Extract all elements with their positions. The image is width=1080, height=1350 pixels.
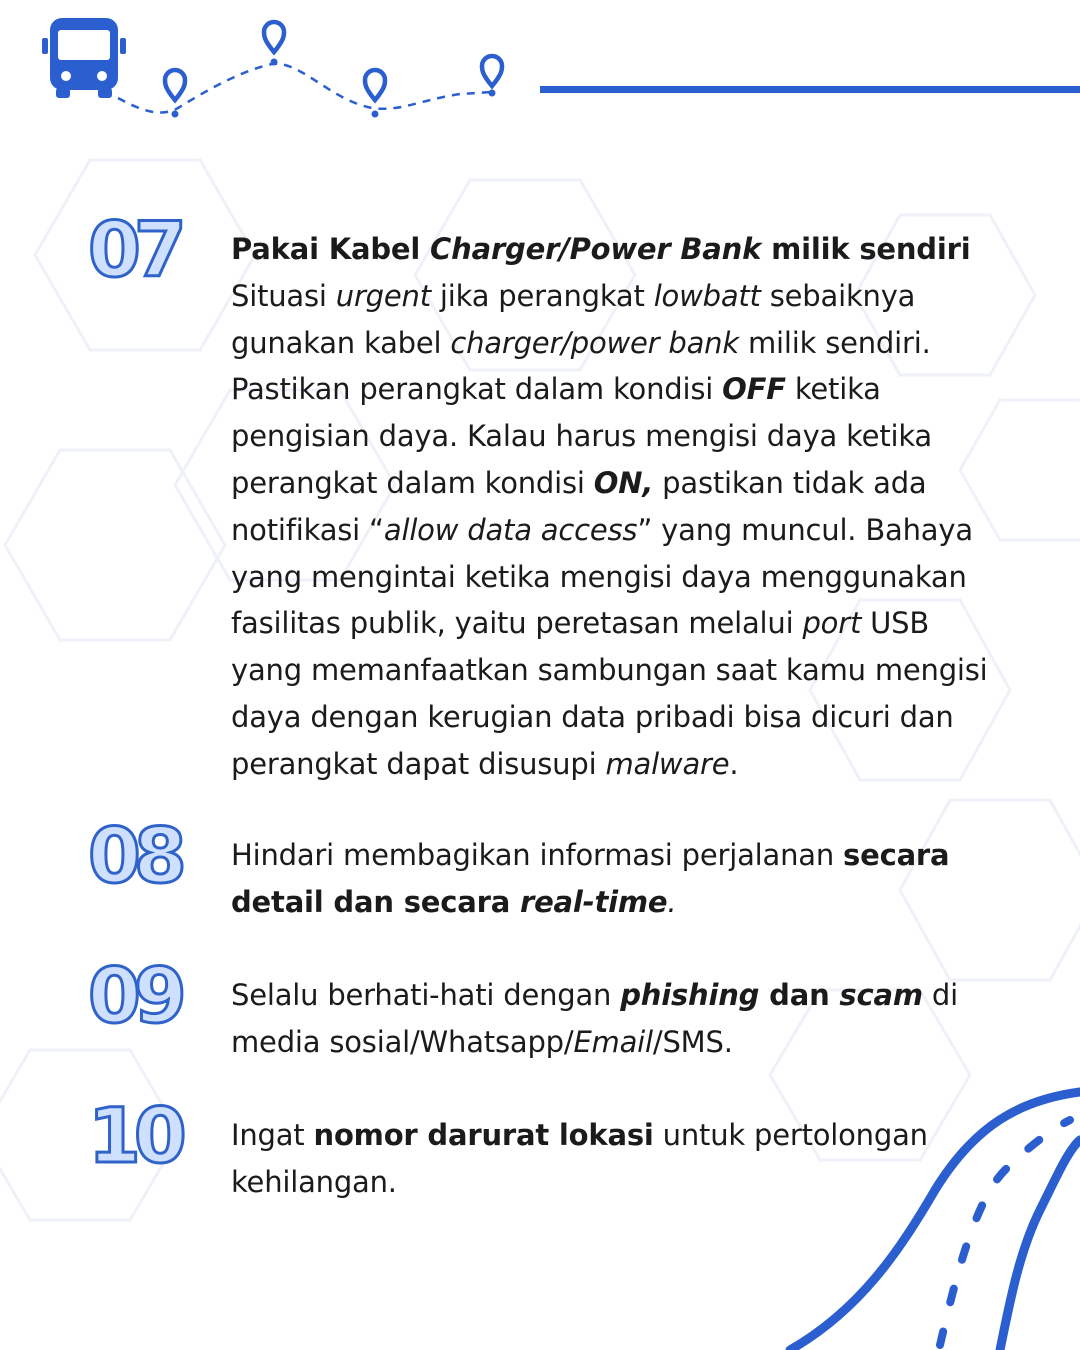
text-run: allow data access [383,512,638,547]
tip-number: 09 [88,951,180,1040]
text-run: . [667,884,677,919]
text-run: ON, [593,465,654,500]
text-run: charger/power bank [450,325,739,360]
text-run: Situasi [231,278,336,313]
text-run: . [729,746,739,781]
text-run: Ingat [231,1118,314,1152]
text-run: Pakai Kabel [231,232,431,266]
text-run: /SMS. [652,1024,733,1059]
text-run: untuk pertolongan kehilangan. [231,1118,928,1199]
text-run: OFF [722,372,786,407]
tip-number: 10 [88,1091,180,1180]
text-run: jika perangkat [430,278,654,313]
text-run: Selalu berhati-hati dengan [231,978,621,1012]
text-run: sebaiknya gunakan kabel [231,278,916,360]
text-run: real-time [519,884,668,919]
text-run: milik sendiri. Pastikan perangkat dalam kondisi [231,325,931,407]
text-run: milik sendiri [761,232,971,266]
tip-number: 08 [88,811,180,900]
text-run: phishing [620,978,760,1012]
text-run: port [802,606,862,641]
text-run: scam [839,978,923,1012]
text-run: lowbatt [653,278,761,313]
text-run: Email [573,1024,653,1059]
text-run: Hindari membagikan informasi perjalanan [231,838,844,872]
text-run: ketika pengisian daya. Kalau harus mengisi daya ketika perangkat dalam kondisi [231,372,933,500]
text-run: dan [759,978,840,1012]
text-run: urgent [335,278,431,313]
text-run: di media sosial/Whatsapp/ [231,978,958,1059]
text-run: Charger/Power Bank [430,232,762,266]
text-run: ” yang muncul. Bahaya yang mengintai ketika mengisi daya menggunakan fasilitas publik, yaitu peretasan melalui [231,512,973,641]
text-run: USB yang memanfaatkan sambungan saat kamu mengisi daya dengan kerugian data pribadi bisa dicuri dan perangkat dapat disusupi [231,606,988,781]
text-run: nomor darurat lokasi [313,1118,654,1152]
text-run: malware [605,746,730,781]
text-run: pastikan tidak ada notifikasi “ [231,465,927,547]
tip-number: 07 [88,205,180,294]
text-run: secara detail dan secara [231,838,950,919]
